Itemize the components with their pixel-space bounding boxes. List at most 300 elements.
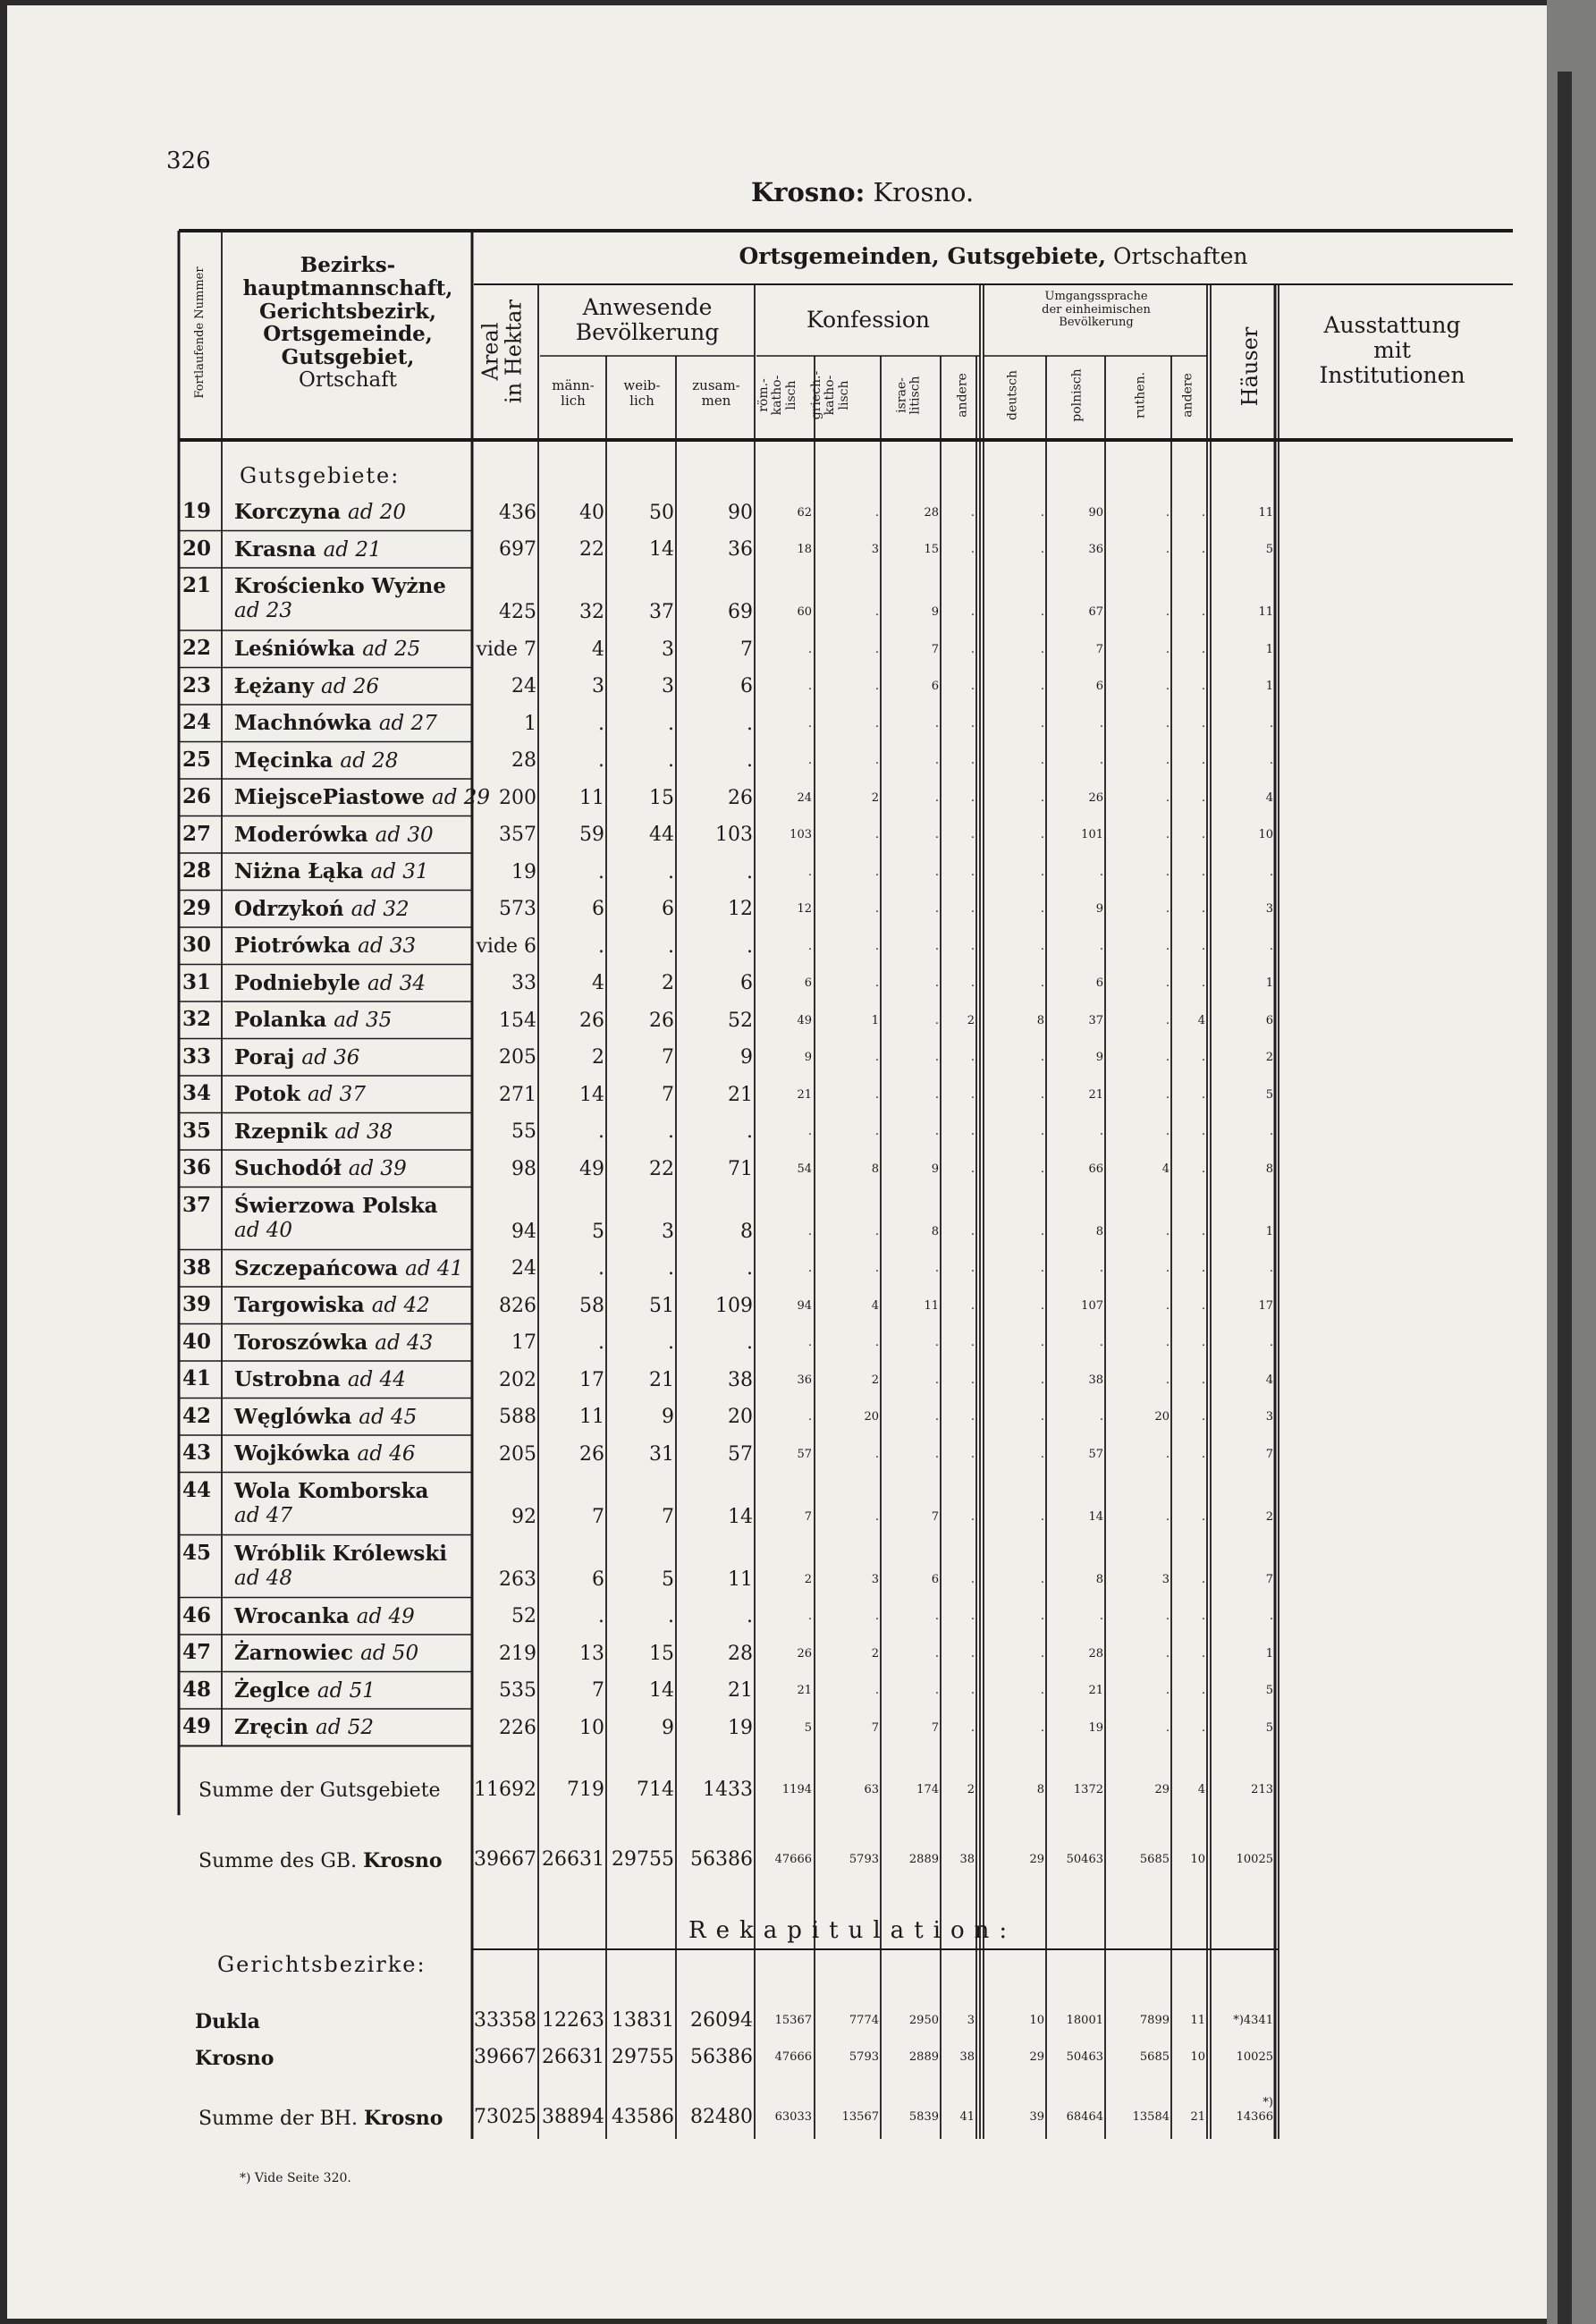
- row-de: .: [1040, 605, 1044, 619]
- running-title: Krosno: Krosno.: [751, 177, 975, 207]
- row-z: 38: [728, 1368, 753, 1391]
- row-ha: 6: [1265, 1013, 1273, 1027]
- row-place: Krasna ad 21: [234, 537, 382, 562]
- row-ru: .: [1165, 1336, 1170, 1349]
- row-place: Męcinka ad 28: [234, 748, 399, 773]
- row-ru: .: [1165, 642, 1170, 656]
- row-is: .: [934, 865, 939, 879]
- summary-label: Summe der Gutsgebiete: [198, 1779, 441, 1802]
- row-ru: .: [1165, 976, 1170, 990]
- row-z: .: [747, 1120, 753, 1143]
- row-ru: .: [1165, 1509, 1170, 1524]
- row-areal: vide 6: [476, 934, 536, 958]
- row-rk: 5: [804, 1720, 812, 1735]
- row-z: .: [747, 934, 753, 958]
- row-areal: 226: [499, 1716, 536, 1739]
- row-ru: .: [1165, 1646, 1170, 1661]
- row-w: .: [668, 1331, 674, 1354]
- row-po: 21: [1088, 1087, 1103, 1102]
- recap-sum-de: 39: [1029, 2110, 1044, 2124]
- row-au: .: [1201, 1162, 1205, 1176]
- header-konfession: Konfession: [806, 307, 930, 333]
- row-rk: .: [807, 1610, 812, 1623]
- row-au: .: [1201, 1610, 1205, 1623]
- row-ak: .: [970, 605, 975, 619]
- row-po: 9: [1095, 1051, 1103, 1064]
- recap-ak: 38: [959, 2050, 975, 2064]
- row-areal: 588: [499, 1406, 536, 1428]
- row-w: 22: [649, 1157, 674, 1180]
- row-is: 6: [931, 1572, 939, 1586]
- row-gk: 20: [864, 1410, 879, 1424]
- recap-gk: 7774: [849, 2014, 879, 2027]
- row-au: .: [1201, 716, 1205, 731]
- recap-sum-w: 43586: [612, 2106, 674, 2128]
- row-de: .: [1040, 1373, 1044, 1387]
- row-z: .: [747, 1257, 753, 1280]
- row-areal: 52: [511, 1605, 536, 1627]
- row-de: .: [1040, 1610, 1044, 1623]
- row-areal: 33: [511, 972, 536, 994]
- row-m: 40: [579, 501, 604, 524]
- row-m: .: [598, 1331, 604, 1354]
- row-m: 10: [579, 1716, 604, 1739]
- row-place: Machnówka ad 27: [234, 711, 437, 735]
- recap-rk: 15367: [774, 2014, 812, 2027]
- row-ru: .: [1165, 1087, 1170, 1102]
- row-au: .: [1201, 1298, 1205, 1313]
- header-fortlaufende: Fortlaufende Nummer: [192, 266, 207, 399]
- row-is: .: [934, 790, 939, 805]
- row-w: 6: [662, 898, 674, 920]
- recap-label: Krosno: [195, 2047, 274, 2070]
- row-number: 47: [182, 1640, 211, 1664]
- row-de: .: [1040, 754, 1044, 767]
- row-number: 34: [182, 1081, 211, 1105]
- row-po: 38: [1088, 1373, 1103, 1387]
- row-m: 6: [592, 1568, 604, 1591]
- row-ru: .: [1165, 828, 1170, 841]
- row-de: .: [1040, 1509, 1044, 1524]
- recap-ru: 5685: [1139, 2050, 1170, 2064]
- recap-m: 26631: [542, 2046, 604, 2068]
- row-m: .: [598, 1605, 604, 1627]
- row-z: 52: [728, 1009, 753, 1032]
- row-number: 43: [182, 1441, 211, 1465]
- row-w: 14: [649, 1679, 674, 1702]
- recap-de: 10: [1029, 2014, 1044, 2027]
- recap-sum-po: 68464: [1066, 2110, 1103, 2124]
- row-de: .: [1040, 1447, 1044, 1461]
- row-w: .: [668, 749, 674, 772]
- row-place: Ustrobna ad 44: [234, 1367, 406, 1391]
- summary-po: 50463: [1066, 1853, 1103, 1866]
- summary-au: 10: [1190, 1853, 1205, 1866]
- row-gk: .: [874, 939, 879, 953]
- row-rk: 36: [797, 1373, 812, 1387]
- row-ru: .: [1165, 1125, 1170, 1138]
- row-ak: .: [970, 902, 975, 916]
- row-z: 9: [740, 1046, 753, 1069]
- row-ak: .: [970, 1298, 975, 1313]
- header-ruthenisch: ruthen.: [1133, 371, 1148, 419]
- row-place: Węglówka ad 45: [234, 1404, 418, 1429]
- row-is: 9: [931, 605, 939, 619]
- header-maennlich: männ- lich: [552, 377, 595, 409]
- row-place: Korczyna ad 20: [234, 500, 407, 524]
- row-gk: .: [874, 828, 879, 841]
- row-number: 42: [182, 1403, 211, 1428]
- row-z: 26: [728, 786, 753, 809]
- summary-ru: 5685: [1139, 1853, 1170, 1866]
- recap-is: 2889: [908, 2050, 939, 2064]
- row-z: 14: [728, 1505, 753, 1528]
- row-z: 21: [728, 1083, 753, 1106]
- row-rk: .: [807, 680, 812, 693]
- row-m: .: [598, 749, 604, 772]
- row-de: .: [1040, 902, 1044, 916]
- row-ak: .: [970, 1125, 975, 1138]
- row-number: 19: [182, 499, 211, 523]
- row-au: .: [1201, 1684, 1205, 1697]
- row-w: 3: [662, 638, 674, 661]
- row-de: .: [1040, 1684, 1044, 1697]
- row-is: .: [934, 716, 939, 731]
- row-m: 11: [579, 786, 604, 809]
- recap-sum-ha: 14366: [1236, 2110, 1273, 2124]
- row-w: 31: [649, 1442, 674, 1466]
- row-rk: .: [807, 1125, 812, 1138]
- row-is: .: [934, 1373, 939, 1387]
- row-m: 13: [579, 1642, 604, 1665]
- row-w: .: [668, 1605, 674, 1627]
- rekapitulation-heading: Rekapitulation:: [688, 1917, 1018, 1944]
- row-z: .: [747, 1331, 753, 1354]
- recap-de: 29: [1029, 2050, 1044, 2064]
- row-m: 26: [579, 1009, 604, 1032]
- row-w: 15: [649, 1642, 674, 1665]
- row-gk: .: [874, 1262, 879, 1275]
- row-po: 8: [1095, 1224, 1103, 1238]
- row-po: .: [1099, 865, 1103, 879]
- row-po: 67: [1088, 605, 1103, 619]
- row-areal: 55: [511, 1120, 536, 1143]
- row-po: 21: [1088, 1684, 1103, 1697]
- row-place: Szczepańcowa ad 41: [234, 1255, 464, 1280]
- row-rk: 60: [797, 605, 812, 619]
- row-ha: 3: [1265, 1410, 1273, 1424]
- row-w: .: [668, 1257, 674, 1280]
- row-number: 38: [182, 1255, 211, 1280]
- row-number: 21: [182, 573, 211, 597]
- summary-de: 8: [1036, 1783, 1044, 1796]
- row-rk: .: [807, 1262, 812, 1275]
- row-rk: .: [807, 754, 812, 767]
- row-place: Moderówka ad 30: [234, 822, 434, 847]
- row-z: 71: [728, 1157, 753, 1180]
- row-is: .: [934, 902, 939, 916]
- row-w: .: [668, 712, 674, 735]
- recap-gk: 5793: [849, 2050, 879, 2064]
- row-number: 25: [182, 747, 211, 772]
- row-gk: .: [874, 1125, 879, 1138]
- row-ha: 10: [1258, 828, 1273, 841]
- summary-areal: 11692: [474, 1779, 536, 1801]
- row-m: .: [598, 934, 604, 958]
- header-weiblich: weib- lich: [623, 377, 661, 409]
- row-z: 36: [728, 538, 753, 561]
- row-po: 14: [1088, 1509, 1103, 1524]
- row-ru: .: [1165, 716, 1170, 731]
- row-rk: 24: [797, 790, 812, 805]
- row-m: 4: [592, 972, 604, 994]
- row-gk: .: [874, 865, 879, 879]
- row-po: .: [1099, 1410, 1103, 1424]
- row-ak: .: [970, 790, 975, 805]
- row-is: .: [934, 1447, 939, 1461]
- row-gk: .: [874, 976, 879, 990]
- row-w: 37: [649, 601, 674, 623]
- recap-sum-ak: 41: [959, 2110, 975, 2124]
- row-de: .: [1040, 1224, 1044, 1238]
- row-po: 107: [1081, 1298, 1103, 1313]
- row-areal: 271: [499, 1083, 536, 1106]
- row-place: Wrocanka ad 49: [234, 1603, 415, 1628]
- row-number: 49: [182, 1714, 211, 1738]
- row-au: .: [1201, 790, 1205, 805]
- row-z: .: [747, 860, 753, 883]
- row-au: 4: [1197, 1013, 1205, 1027]
- row-au: .: [1201, 976, 1205, 990]
- row-areal: 28: [511, 749, 536, 772]
- row-number: 41: [182, 1366, 211, 1390]
- recap-sum-gk: 13567: [841, 2110, 879, 2124]
- row-ru: .: [1165, 1373, 1170, 1387]
- row-m: 4: [592, 638, 604, 661]
- header-anwesende: Anwesende Bevölkerung: [575, 294, 720, 345]
- row-gk: 3: [871, 1572, 879, 1586]
- row-au: .: [1201, 902, 1205, 916]
- header-andere-sprache: andere: [1180, 373, 1195, 418]
- row-place: Łężany ad 26: [234, 673, 380, 698]
- row-gk: 8: [871, 1162, 879, 1176]
- row-rk: .: [807, 1336, 812, 1349]
- row-number: 39: [182, 1292, 211, 1316]
- row-ha: 2: [1265, 1051, 1273, 1064]
- row-ha: 17: [1258, 1298, 1273, 1313]
- row-rk: 6: [804, 976, 812, 990]
- row-is: .: [934, 1125, 939, 1138]
- row-au: .: [1201, 1087, 1205, 1102]
- row-ha: .: [1269, 1336, 1273, 1349]
- row-place: Wróblik Królewski ad 48: [234, 1541, 447, 1590]
- row-de: .: [1040, 1087, 1044, 1102]
- row-number: 24: [182, 710, 211, 734]
- row-w: 7: [662, 1505, 674, 1528]
- row-w: 50: [649, 501, 674, 524]
- recap-ak: 3: [967, 2014, 975, 2027]
- row-au: .: [1201, 1262, 1205, 1275]
- row-place: Toroszówka ad 43: [234, 1330, 434, 1355]
- row-w: .: [668, 860, 674, 883]
- recap-sum-au: 21: [1190, 2110, 1205, 2124]
- summary-m: 719: [567, 1779, 604, 1801]
- row-au: .: [1201, 1125, 1205, 1138]
- row-rk: 57: [797, 1447, 812, 1461]
- row-de: .: [1040, 716, 1044, 731]
- row-place: Polanka ad 35: [234, 1008, 393, 1032]
- row-is: 6: [931, 680, 939, 693]
- row-au: .: [1201, 1509, 1205, 1524]
- header-ausstattung: Ausstattung mit Institutionen: [1319, 312, 1465, 388]
- row-place: Leśniówka ad 25: [234, 637, 421, 661]
- recap-sum-mark: *): [1262, 2096, 1273, 2109]
- row-gk: .: [874, 680, 879, 693]
- row-areal: 425: [499, 601, 536, 623]
- row-po: .: [1099, 939, 1103, 953]
- row-areal: 94: [511, 1220, 536, 1243]
- row-gk: .: [874, 1051, 879, 1064]
- row-number: 33: [182, 1044, 211, 1069]
- row-de: .: [1040, 505, 1044, 520]
- row-ha: .: [1269, 754, 1273, 767]
- row-po: 90: [1088, 505, 1103, 520]
- row-place: MiejscePiastowe ad 29: [234, 785, 491, 809]
- row-areal: 826: [499, 1294, 536, 1317]
- row-de: .: [1040, 1410, 1044, 1424]
- row-ha: 11: [1258, 605, 1273, 619]
- recap-ha: 10025: [1236, 2050, 1273, 2064]
- row-w: .: [668, 1120, 674, 1143]
- row-ru: .: [1165, 1684, 1170, 1697]
- row-de: .: [1040, 1572, 1044, 1586]
- row-ru: .: [1165, 790, 1170, 805]
- row-ha: 1: [1265, 680, 1273, 693]
- row-gk: .: [874, 605, 879, 619]
- row-number: 22: [182, 636, 211, 660]
- row-place: Zręcin ad 52: [234, 1715, 375, 1739]
- row-areal: 1: [524, 712, 536, 735]
- row-ru: .: [1165, 680, 1170, 693]
- row-po: .: [1099, 1336, 1103, 1349]
- recap-sum-label: Summe der BH. Krosno: [198, 2107, 443, 2130]
- row-ak: .: [970, 1447, 975, 1461]
- row-po: 6: [1095, 680, 1103, 693]
- row-place: Targowiska ad 42: [234, 1293, 430, 1317]
- row-m: 11: [579, 1406, 604, 1428]
- row-gk: 3: [871, 543, 879, 556]
- row-rk: 26: [797, 1646, 812, 1661]
- row-is: .: [934, 754, 939, 767]
- row-w: 21: [649, 1368, 674, 1391]
- row-ru: .: [1165, 1447, 1170, 1461]
- row-ak: .: [970, 1373, 975, 1387]
- row-ak: .: [970, 1720, 975, 1735]
- row-au: .: [1201, 505, 1205, 520]
- row-ha: .: [1269, 1262, 1273, 1275]
- row-z: .: [747, 749, 753, 772]
- recap-sum-ru: 13584: [1132, 2110, 1170, 2124]
- row-ha: 5: [1265, 543, 1273, 556]
- row-au: .: [1201, 680, 1205, 693]
- recap-m: 12263: [542, 2009, 604, 2032]
- row-ak: .: [970, 1336, 975, 1349]
- recap-w: 29755: [612, 2046, 674, 2068]
- row-rk: .: [807, 1224, 812, 1238]
- row-z: 6: [740, 972, 753, 994]
- row-m: .: [598, 1257, 604, 1280]
- row-ru: .: [1165, 1610, 1170, 1623]
- row-z: 12: [728, 898, 753, 920]
- header-griechisch: griech.- katho- lisch: [808, 370, 851, 420]
- row-gk: 2: [871, 1373, 879, 1387]
- row-au: .: [1201, 1224, 1205, 1238]
- row-ru: .: [1165, 1262, 1170, 1275]
- row-z: 57: [728, 1442, 753, 1466]
- row-z: 21: [728, 1679, 753, 1702]
- row-z: 8: [740, 1220, 753, 1243]
- row-rk: 103: [790, 828, 812, 841]
- summary-areal: 39667: [474, 1848, 536, 1871]
- row-ru: .: [1165, 939, 1170, 953]
- row-w: 3: [662, 675, 674, 697]
- row-gk: .: [874, 902, 879, 916]
- row-is: 7: [931, 1509, 939, 1524]
- row-is: .: [934, 1610, 939, 1623]
- row-areal: 436: [499, 501, 536, 524]
- row-ru: 4: [1161, 1162, 1170, 1176]
- row-po: 57: [1088, 1447, 1103, 1461]
- summary-is: 174: [916, 1783, 939, 1796]
- row-m: 6: [592, 898, 604, 920]
- row-w: 2: [662, 972, 674, 994]
- recap-z: 56386: [690, 2046, 753, 2068]
- row-is: 7: [931, 1720, 939, 1735]
- row-gk: .: [874, 1087, 879, 1102]
- summary-ru: 29: [1154, 1783, 1170, 1796]
- row-z: 28: [728, 1642, 753, 1665]
- row-areal: 24: [511, 675, 536, 697]
- row-au: .: [1201, 1646, 1205, 1661]
- row-po: 66: [1088, 1162, 1103, 1176]
- header-haeuser: Häuser: [1237, 326, 1262, 407]
- row-areal: 357: [499, 824, 536, 846]
- header-areal: Areal in Hektar: [477, 300, 527, 403]
- row-ha: 2: [1265, 1509, 1273, 1524]
- row-areal: 205: [499, 1046, 536, 1069]
- summary-po: 1372: [1073, 1783, 1103, 1796]
- row-ru: .: [1165, 865, 1170, 879]
- row-po: 9: [1095, 902, 1103, 916]
- row-ak: .: [970, 1051, 975, 1064]
- row-m: 59: [579, 824, 604, 846]
- row-is: .: [934, 1262, 939, 1275]
- row-po: 101: [1081, 828, 1103, 841]
- summary-is: 2889: [908, 1853, 939, 1866]
- row-is: .: [934, 1051, 939, 1064]
- row-de: .: [1040, 1051, 1044, 1064]
- header-andere-konfession: andere: [955, 373, 970, 418]
- row-w: 9: [662, 1716, 674, 1739]
- row-m: 22: [579, 538, 604, 561]
- header-umgangssprache: Umgangssprache der einheimischen Bevölkerung: [1042, 290, 1151, 330]
- row-place: Wola Komborska ad 47: [234, 1478, 429, 1527]
- row-po: .: [1099, 1610, 1103, 1623]
- row-au: .: [1201, 828, 1205, 841]
- row-au: .: [1201, 1572, 1205, 1586]
- header-zusammen: zusam- men: [692, 377, 740, 409]
- row-number: 35: [182, 1118, 211, 1143]
